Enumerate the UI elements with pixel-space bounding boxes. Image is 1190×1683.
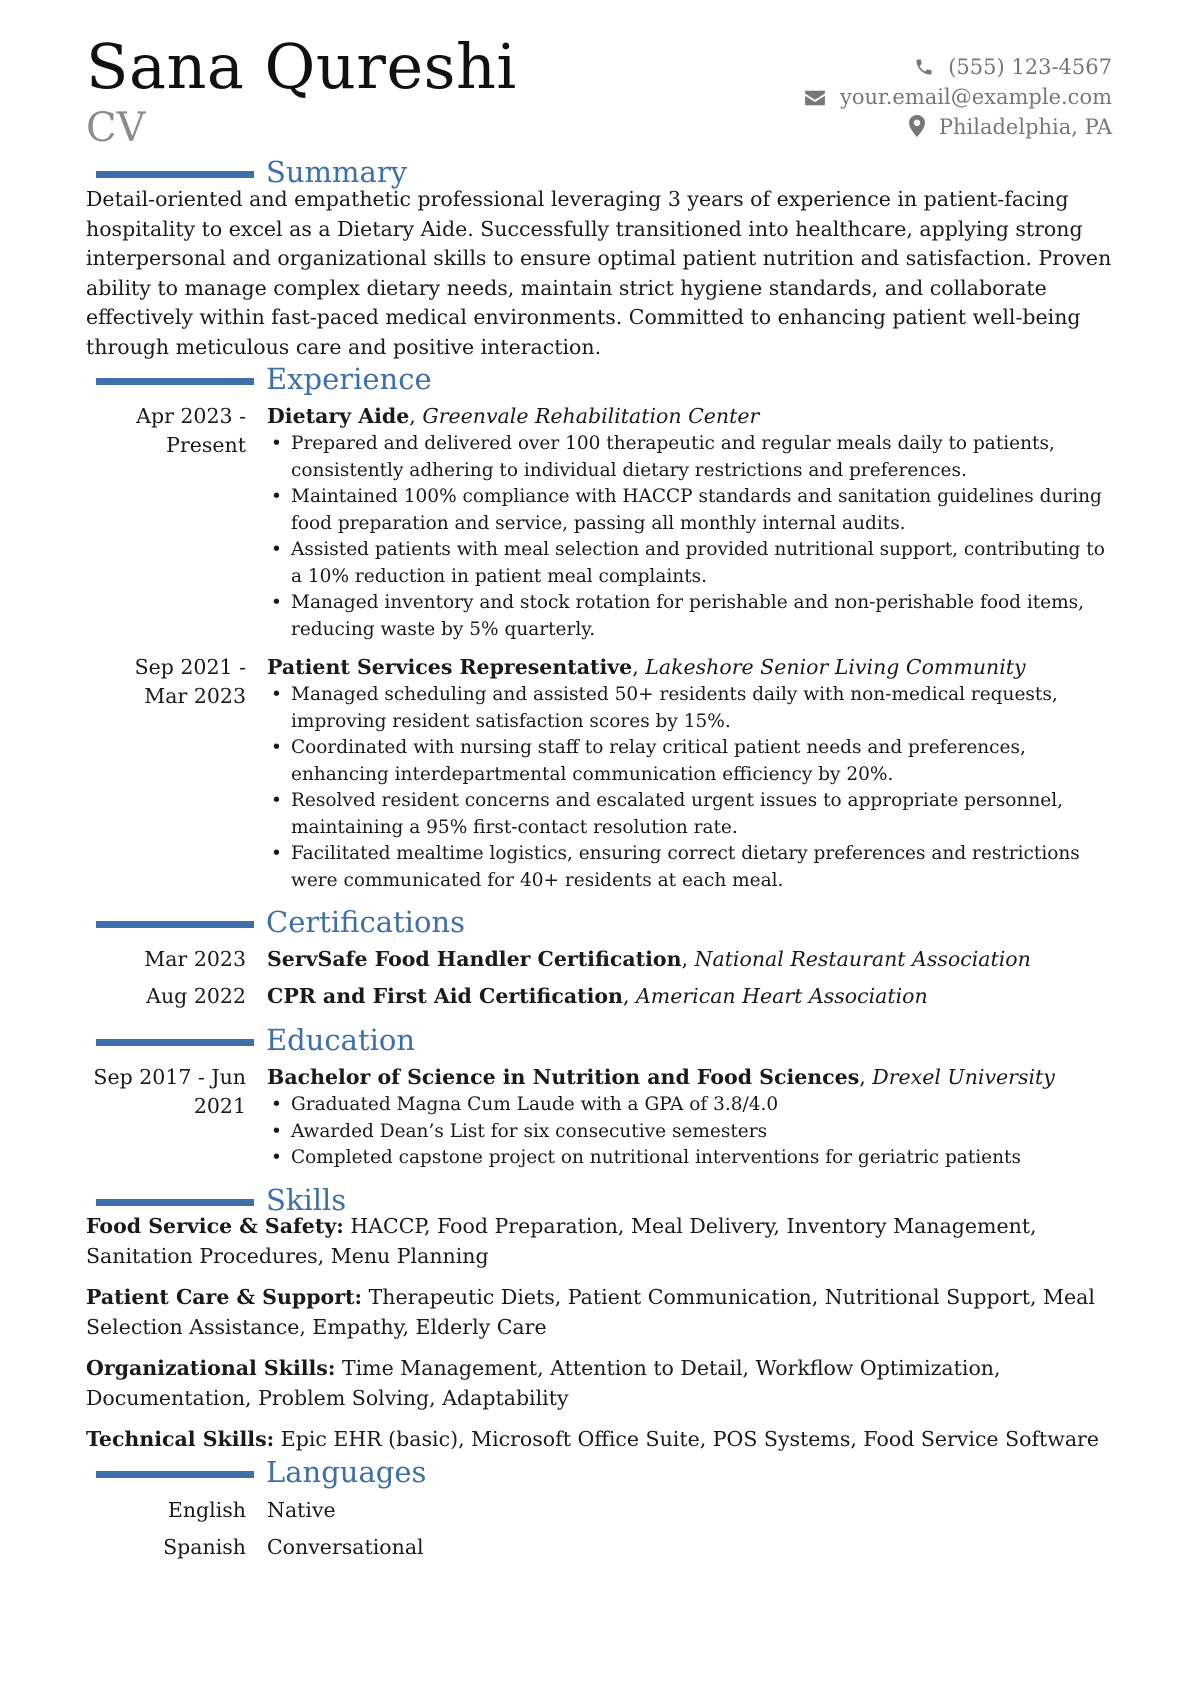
entry-bullets [267,431,1117,643]
list-item: • Maintained 100% compliance with HACCP standards and sanitation guidelines during food preparation and service, passing all monthly internal audits. [267,484,1117,537]
entry-date: Aug 2022 [146,984,246,1008]
skill-group-label: Organizational Skills: [86,1356,336,1380]
entry-date: Sep 2021 - Mar 2023 [134,655,246,708]
section-title: Skills [266,1183,347,1217]
document-subtitle: CV [86,105,146,151]
contact-email [804,82,1112,112]
section-title: Experience [266,362,432,396]
summary-text: Detail-oriented and empathetic professional leveraging 3 years of experience in patient-facing hospitality to excel as a Dietary Aide. Successfully transitioned into healthcare, applying strong interpersonal and organizational skills to ensure optimal patient nutrition and satisfaction. Proven ability to manage complex dietary needs, maintain strict hygiene standards, and collaborate effectively within fast-paced medical environments. Committed to enhancing patient well-being through meticulous care and positive interaction. [86,187,1112,359]
job-title: Patient Services Representative [267,655,633,679]
list-item: • Facilitated mealtime logistics, ensuring correct dietary preferences and restrictions were communicated for 40+ residents at each meal. [267,841,1117,894]
location-text: Philadelphia, PA [938,115,1112,139]
skill-group-label: Technical Skills: [86,1427,275,1451]
section-title: Education [266,1023,416,1057]
certification-name: CPR and First Aid Certification [267,984,623,1008]
skill-group [86,1354,1114,1413]
entry-heading: Patient Services Representative, Lakeshore Senior Living Community [267,655,1026,679]
degree: Bachelor of Science in Nutrition and Food Sciences [267,1065,860,1089]
list-item: • Graduated Magna Cum Laude with a GPA of 3.8/4.0 [267,1092,1117,1119]
phone-icon [914,57,934,77]
section-title: Certifications [266,905,465,939]
contact-phone [804,52,1112,82]
section-accent-bar [96,1039,254,1046]
job-title: Dietary Aide [267,404,410,428]
skill-group [86,1212,1114,1271]
map-pin-icon [909,115,925,137]
list-item: • Prepared and delivered over 100 therapeutic and regular meals daily to patients, consistently adhering to individual dietary restrictions and preferences. [267,431,1117,484]
skill-group-value: Epic EHR (basic), Microsoft Office Suite, POS Systems, Food Service Software [280,1427,1099,1451]
language-name: English [167,1498,246,1522]
issuer: American Heart Association [635,984,928,1008]
contact-location [804,112,1112,142]
language-level: Native [267,1498,336,1522]
phone-number[interactable]: (555) 123-4567 [948,55,1112,79]
contact-block [804,52,1112,142]
list-item: • Managed inventory and stock rotation for perishable and non-perishable food items, reducing waste by 5% quarterly. [267,590,1117,643]
skill-group-value: Time Management, Attention to Detail, Workflow Optimization, Documentation, Problem Solving, Adaptability [86,1356,1001,1410]
skill-group-value: Therapeutic Diets, Patient Communication, Nutritional Support, Meal Selection Assistance, Empathy, Elderly Care [86,1285,1095,1339]
entry-heading: Dietary Aide, Greenvale Rehabilitation Center [267,404,760,428]
language-level: Conversational [267,1535,424,1559]
section-accent-bar [96,171,254,178]
entry-date: Mar 2023 [144,947,246,971]
candidate-name: Sana Qureshi [86,30,517,103]
language-name: Spanish [163,1535,246,1559]
entry-date: Apr 2023 - Present [136,404,246,457]
section-accent-bar [96,921,254,928]
skill-group-label: Patient Care & Support: [86,1285,363,1309]
employer: Greenvale Rehabilitation Center [422,404,760,428]
entry-heading: CPR and First Aid Certification, American Heart Association [267,984,928,1008]
section-title: Languages [266,1455,427,1489]
section-accent-bar [96,1471,254,1478]
section-accent-bar [96,1199,254,1206]
entry-bullets [267,1092,1117,1172]
list-item: • Assisted patients with meal selection and provided nutritional support, contributing to a 10% reduction in patient meal complaints. [267,537,1117,590]
entry-heading: Bachelor of Science in Nutrition and Food Sciences, Drexel University [267,1065,1055,1089]
section-title: Summary [266,155,408,189]
entry-bullets [267,682,1117,894]
email-address[interactable]: your.email@example.com [839,85,1112,109]
list-item: • Resolved resident concerns and escalated urgent issues to appropriate personnel, maintaining a 95% first-contact resolution rate. [267,788,1117,841]
skill-group [86,1283,1114,1342]
employer: Lakeshore Senior Living Community [645,655,1026,679]
envelope-icon [804,89,826,107]
list-item: • Managed scheduling and assisted 50+ residents daily with non-medical requests, improving resident satisfaction scores by 15%. [267,682,1117,735]
list-item: • Completed capstone project on nutritional interventions for geriatric patients [267,1145,1117,1172]
skill-group [86,1425,1114,1455]
certification-name: ServSafe Food Handler Certification [267,947,682,971]
entry-heading: ServSafe Food Handler Certification, National Restaurant Association [267,947,1031,971]
list-item: • Coordinated with nursing staff to relay critical patient needs and preferences, enhancing interdepartmental communication efficiency by 20%. [267,735,1117,788]
skill-group-value: HACCP, Food Preparation, Meal Delivery, Inventory Management, Sanitation Procedures, Menu Planning [86,1214,1037,1268]
skill-group-label: Food Service & Safety: [86,1214,344,1238]
section-accent-bar [96,378,254,385]
entry-date: Sep 2017 - Jun 2021 [93,1065,246,1118]
list-item: • Awarded Dean’s List for six consecutive semesters [267,1119,1117,1146]
issuer: National Restaurant Association [694,947,1031,971]
school: Drexel University [872,1065,1055,1089]
